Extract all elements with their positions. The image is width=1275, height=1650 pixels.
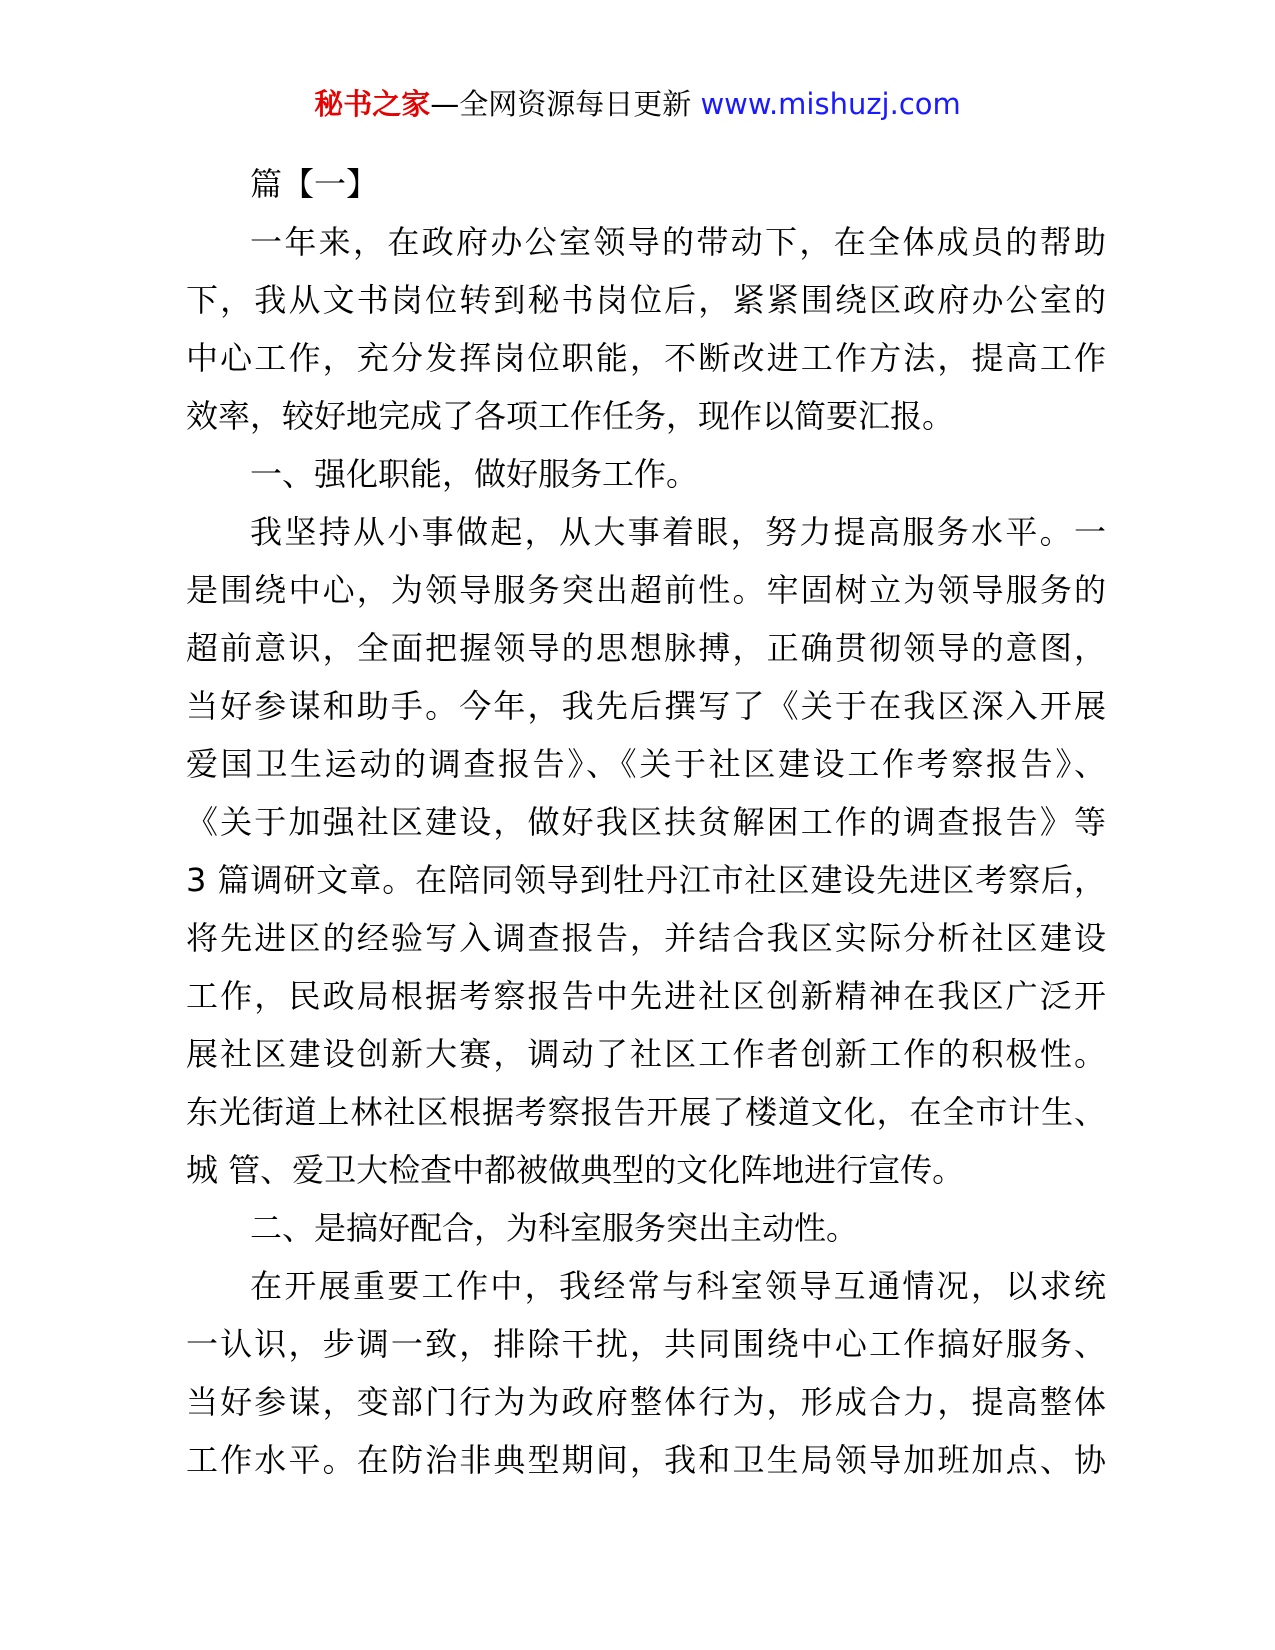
text-line: 我坚持从小事做起，从大事着眼，努力提高服务水平。一: [250, 513, 1106, 551]
text-line: 效率，较好地完成了各项工作任务，现作以简要汇报。: [186, 397, 955, 435]
text-line: 超前意识，全面把握领导的思想脉搏，正确贯彻领导的意图，: [186, 629, 1106, 667]
subsection-heading: 一、强化职能，做好服务工作。: [250, 455, 699, 493]
text-line: 展社区建设创新大赛，调动了社区工作者创新工作的积极性。: [186, 1035, 1106, 1073]
text-line: 当好参谋，变部门行为为政府整体行为，形成合力，提高整体: [186, 1383, 1106, 1421]
text-line: 东光街道上林社区根据考察报告开展了楼道文化，在全市计生、: [186, 1093, 1106, 1131]
text-line: 一认识，步调一致，排除干扰，共同围绕中心工作搞好服务、: [186, 1325, 1106, 1363]
site-tagline: —全网资源每日更新: [430, 87, 692, 121]
text-line: 城 管、爱卫大检查中都被做典型的文化阵地进行宣传。: [186, 1151, 965, 1189]
text-line: 工作水平。在防治非典型期间，我和卫生局领导加班加点、协: [186, 1441, 1106, 1479]
text-line: 下，我从文书岗位转到秘书岗位后，紧紧围绕区政府办公室的: [186, 281, 1106, 319]
text-line: 当好参谋和助手。今年，我先后撰写了《关于在我区深入开展: [186, 687, 1106, 725]
section-heading: 篇【一】: [250, 165, 379, 203]
text-line: 将先进区的经验写入调查报告，并结合我区实际分析社区建设: [186, 919, 1106, 957]
text-line: 在开展重要工作中，我经常与科室领导互通情况，以求统: [250, 1267, 1106, 1305]
text-line: 3 篇调研文章。在陪同领导到牡丹江市社区建设先进区考察后，: [186, 861, 1106, 899]
text-line: 《关于加强社区建设，做好我区扶贫解困工作的调查报告》等: [186, 803, 1106, 841]
text-line: 爱国卫生运动的调查报告》、《关于社区建设工作考察报告》、: [186, 745, 1106, 783]
text-line: 是围绕中心，为领导服务突出超前性。牢固树立为领导服务的: [186, 571, 1106, 609]
text-line: 工作，民政局根据考察报告中先进社区创新精神在我区广泛开: [186, 977, 1106, 1015]
document-body: [186, 155, 1106, 1489]
site-url-link[interactable]: www.mishuzj.com: [700, 87, 961, 121]
subsection-heading: 二、是搞好配合，为科室服务突出主动性。: [250, 1209, 859, 1247]
site-brand: 秘书之家: [314, 87, 431, 121]
text-line: 中心工作，充分发挥岗位职能，不断改进工作方法，提高工作: [186, 339, 1106, 377]
text-line: 一年来，在政府办公室领导的带动下，在全体成员的帮助: [250, 223, 1106, 261]
page-header: [0, 84, 1275, 124]
